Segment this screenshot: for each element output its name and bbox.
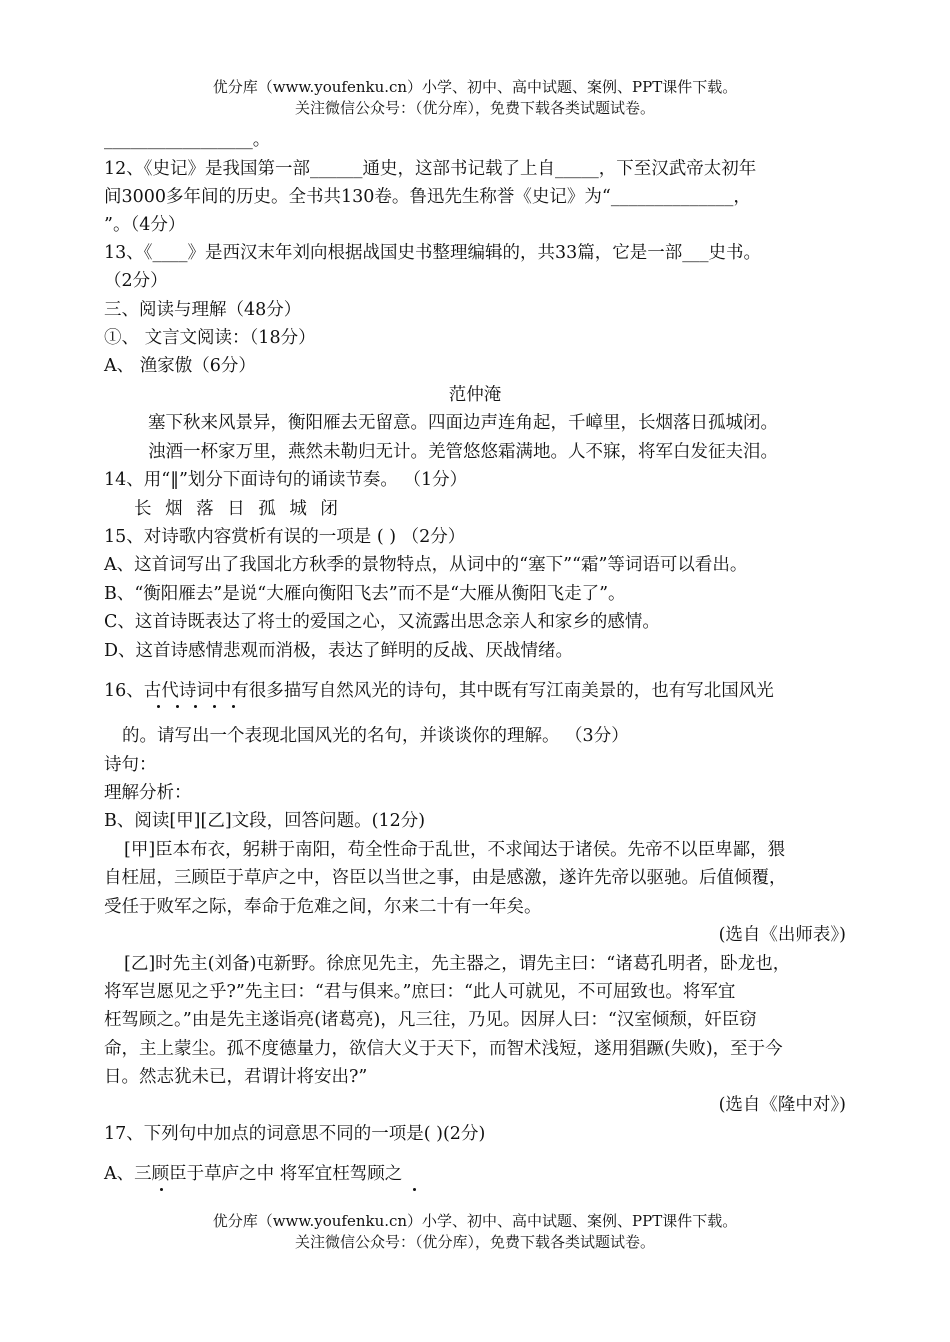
- answer-blank-line: _________________。: [104, 130, 271, 150]
- passage-yi-line-4: 命，主上蒙尘。孤不度德量力，欲信大义于天下，而智术浅短，遂用猖蹶(失败)，至于今: [104, 1039, 783, 1059]
- question-15: 15、对诗歌内容赏析有误的一项是 ( ) （2分）: [104, 527, 466, 547]
- poem-author: 范仲淹: [448, 385, 502, 405]
- question-15-option-c: C、这首诗既表达了将士的爱国之心，又流露出思念亲人和家乡的感情。: [104, 612, 660, 632]
- passage-jia-source: (选自《出师表》): [718, 925, 846, 945]
- question-13-line-2: （2分）: [104, 271, 168, 291]
- question-14-verse: 长 烟 落 日 孤 城 闭: [134, 499, 338, 519]
- question-14: 14、用“‖”划分下面诗句的诵读节奏。 （1分）: [104, 470, 468, 490]
- analysis-label: 理解分析：: [104, 783, 192, 803]
- question-17-option-a: A、三顾臣于草庐之中 将军宜枉驾顾之: [104, 1164, 403, 1184]
- part-a-heading: A、 渔家傲（6分）: [104, 356, 256, 376]
- header-line-1: 优分库（www.youfenku.cn）小学、初中、高中试题、案例、PPT课件下载。: [212, 78, 738, 96]
- emphasis-dot: [157, 705, 160, 708]
- passage-jia-line-2: 自枉屈，三顾臣于草庐之中，咨臣以当世之事，由是感激，遂许先帝以驱驰。后值倾覆，: [104, 868, 787, 888]
- poem-line-1: 塞下秋来风景异，衡阳雁去无留意。四面边声连角起，千嶂里，长烟落日孤城闭。: [148, 413, 778, 433]
- emphasis-dot: [232, 705, 235, 708]
- footer-line-2: 关注微信公众号：（优分库），免费下载各类试题试卷。: [294, 1233, 655, 1251]
- emphasis-dot: [194, 705, 197, 708]
- question-15-option-d: D、这首诗感情悲观而消极，表达了鲜明的反战、厌战情绪。: [104, 641, 574, 661]
- subsection-1-heading: ①、 文言文阅读：（18分）: [104, 328, 316, 348]
- poem-label: 诗句：: [104, 755, 157, 775]
- question-16-line-1: 16、古代诗词中有很多描写自然风光的诗句，其中既有写江南美景的，也有写北国风光: [104, 681, 774, 701]
- question-12-line-2: 间3000多年间的历史。全书共130卷。鲁迅先生称誉《史记》为“______________，: [104, 187, 751, 207]
- passage-yi-line-5: 日。然志犹未已，君谓计将安出?”: [104, 1067, 368, 1087]
- passage-yi-source: (选自《隆中对》): [718, 1095, 846, 1115]
- part-b-heading: B、阅读[甲][乙]文段，回答问题。(12分): [104, 811, 426, 831]
- passage-yi-line-3: 枉驾顾之。”由是先主遂诣亮(诸葛亮)，凡三往，乃见。因屏人曰：“汉室倾颓，奸臣窃: [104, 1010, 757, 1030]
- emphasis-dot: [176, 705, 179, 708]
- question-13-line-1: 13、《____》是西汉末年刘向根据战国史书整理编辑的，共33篇，它是一部___史书。: [104, 243, 762, 263]
- passage-jia-line-1: [甲]臣本布衣，躬耕于南阳，苟全性命于乱世，不求闻达于诸侯。先帝不以臣卑鄙，猥: [124, 840, 786, 860]
- question-17: 17、下列句中加点的词意思不同的一项是( )(2分): [104, 1124, 486, 1144]
- passage-yi-line-2: 将军岂愿见之乎?”先主曰：“君与俱来。”庶曰：“此人可就见，不可屈致也。将军宜: [104, 982, 736, 1002]
- question-12-line-3: ”。（4分）: [104, 215, 186, 235]
- header-line-2: 关注微信公众号：（优分库），免费下载各类试题试卷。: [294, 99, 655, 117]
- question-16-line-2: 的。请写出一个表现北国风光的名句，并谈谈你的理解。 （3分）: [122, 726, 629, 746]
- emphasis-dot: [160, 1188, 163, 1191]
- emphasis-dot: [413, 1188, 416, 1191]
- question-15-option-a: A、这首词写出了我国北方秋季的景物特点，从词中的“塞下”“霜”等词语可以看出。: [104, 555, 748, 575]
- passage-yi-line-1: [乙]时先主(刘备)屯新野。徐庶见先主，先主器之，谓先主曰：“诸葛孔明者，卧龙也，: [124, 954, 791, 974]
- question-12-line-1: 12、《史记》是我国第一部______通史，这部书记载了上自_____，下至汉武帝太初年: [104, 159, 757, 179]
- section-3-heading: 三、阅读与理解（48分）: [104, 300, 302, 320]
- question-15-option-b: B、“衡阳雁去”是说“大雁向衡阳飞去”而不是“大雁从衡阳飞走了”。: [104, 584, 626, 604]
- emphasis-dot: [213, 705, 216, 708]
- footer-line-1: 优分库（www.youfenku.cn）小学、初中、高中试题、案例、PPT课件下载。: [212, 1212, 738, 1230]
- poem-line-2: 浊酒一杯家万里，燕然未勒归无计。羌管悠悠霜满地。人不寐，将军白发征夫泪。: [148, 442, 778, 462]
- passage-jia-line-3: 受任于败军之际，奉命于危难之间，尔来二十有一年矣。: [104, 897, 542, 917]
